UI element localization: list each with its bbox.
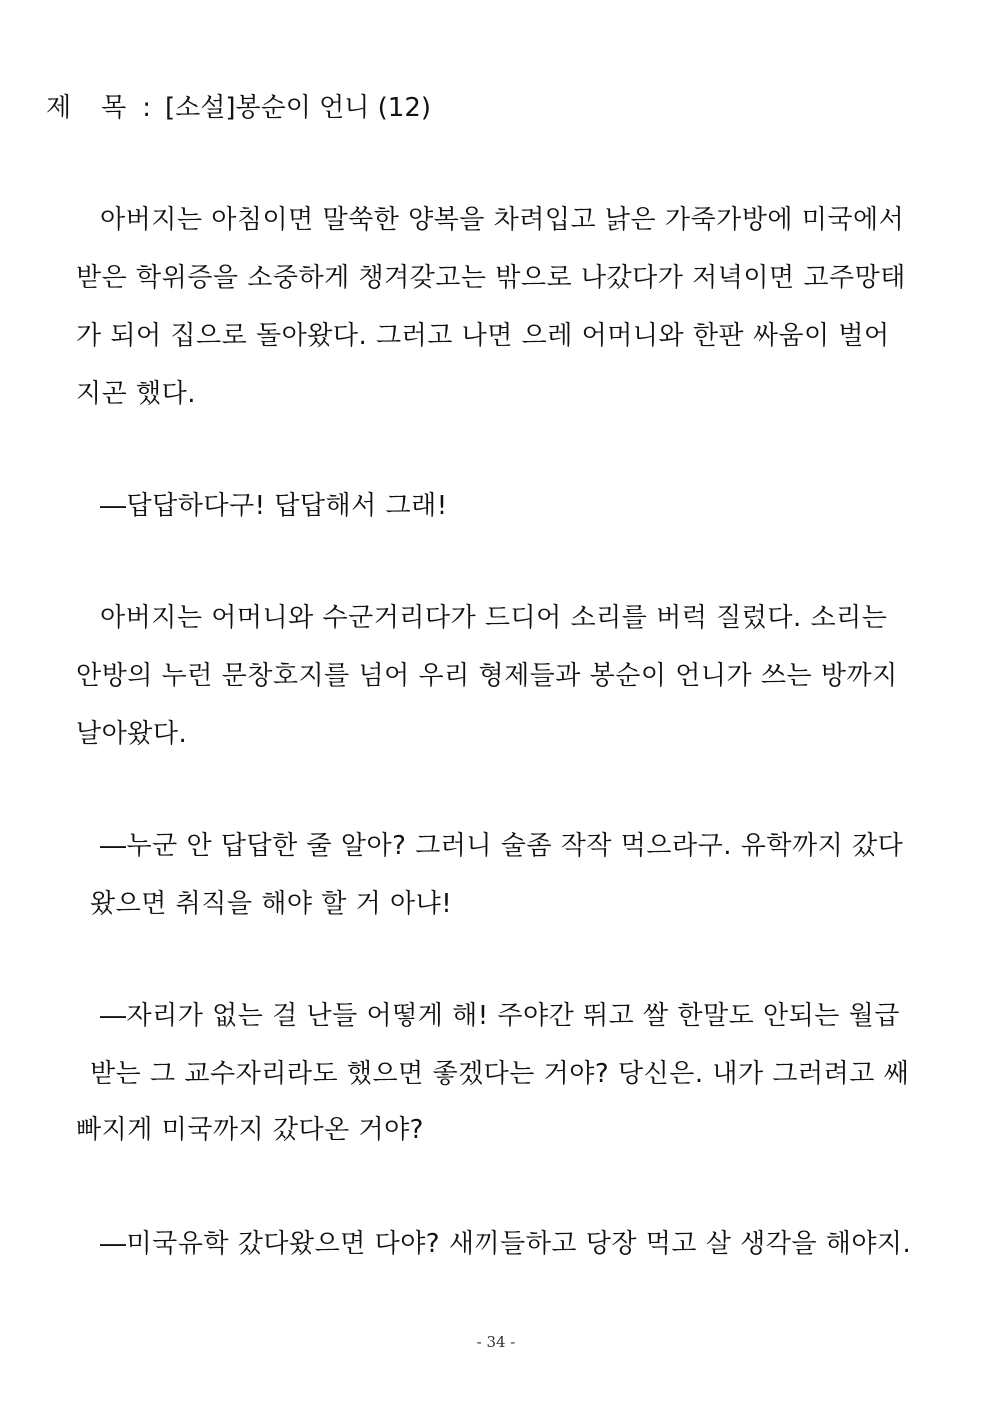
dialogue-line: 왔으면 취직을 해야 할 거 아냐! [90,889,453,919]
dialogue-line: ―답답하다구! 답답해서 그래! [100,491,448,521]
document-title-row [46,88,431,128]
page-number: - 34 - [476,1333,516,1351]
body-line: 아버지는 아침이면 말쑥한 양복을 차려입고 낡은 가죽가방에 미국에서 [100,205,905,235]
body-line: 아버지는 어머니와 수군거리다가 드디어 소리를 버럭 질렀다. 소리는 [100,603,888,633]
dialogue-line: ―자리가 없는 걸 난들 어떻게 해! 주야간 뛰고 쌀 한말도 안되는 월급 [100,1001,900,1031]
dialogue-line: ―누군 안 답답한 줄 알아? 그러니 술좀 작작 먹으라구. 유학까지 갔다 [100,831,904,861]
dialogue-line: 빠지게 미국까지 갔다온 거야? [76,1115,424,1145]
body-line: 지곤 했다. [76,379,196,409]
body-line: 받은 학위증을 소중하게 챙겨갖고는 밖으로 나갔다가 저녁이면 고주망태 [76,263,906,293]
title-colon: : [142,93,152,123]
dialogue-line: ―미국유학 갔다왔으면 다야? 새끼들하고 당장 먹고 살 생각을 해야지. [100,1229,912,1259]
title-label-char-1: 제 [46,93,72,123]
dialogue-line: 받는 그 교수자리라도 했으면 좋겠다는 거야? 당신은. 내가 그러려고 쌔 [90,1059,910,1089]
body-line: 안방의 누런 문창호지를 넘어 우리 형제들과 봉순이 언니가 쓰는 방까지 [76,661,898,691]
document-title: [소설]봉순이 언니 (12) [165,93,432,123]
title-label-char-2: 목 [101,93,127,123]
body-line: 가 되어 집으로 돌아왔다. 그러고 나면 으레 어머니와 한판 싸움이 벌어 [76,321,890,351]
body-line: 날아왔다. [76,719,188,749]
